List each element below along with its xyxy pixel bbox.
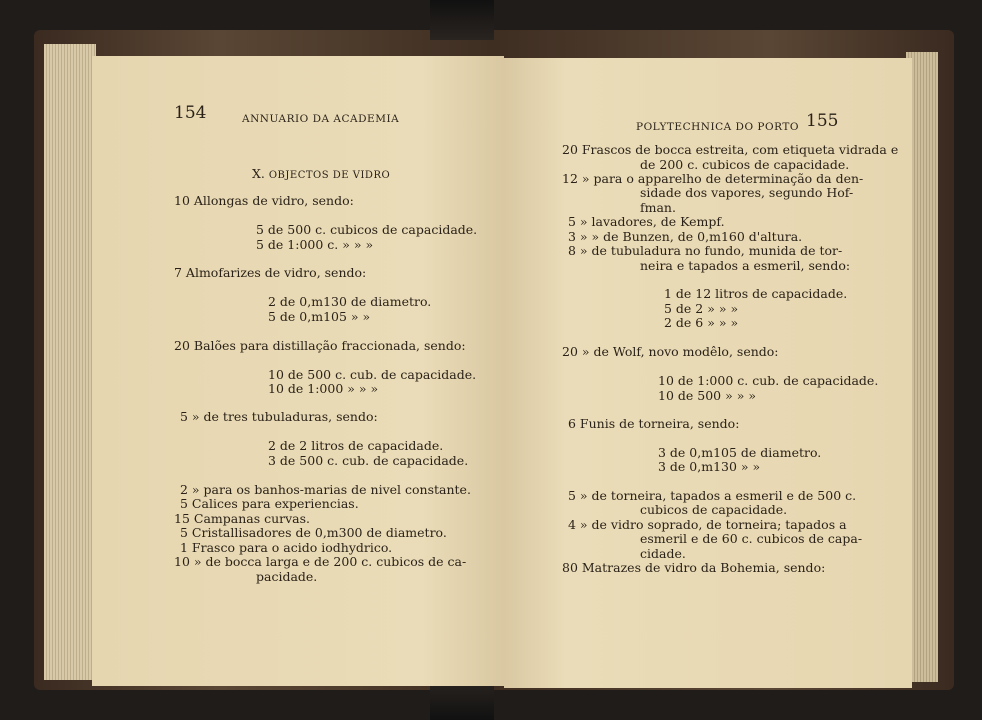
text-line: 20 Balões para distillação fraccionada, sendo: [174,338,466,353]
left-page [92,56,504,686]
text-line: pacidade. [256,569,318,584]
text-line: fman. [640,200,676,215]
text-line: 10 de 500 » » » [658,388,756,403]
page-number: 154 [174,103,207,123]
text-line: 5 de 2 » » » [664,301,739,316]
text-line: 3 de 0,m130 » » [658,459,761,474]
text-line: 5 de 1:000 c. » » » [256,237,374,252]
text-line: sidade dos vapores, segundo Hof- [640,185,854,200]
text-line: 5 de 500 c. cubicos de capacidade. [256,222,478,237]
text-line: 12 » para o apparelho de determinação da den- [562,171,864,186]
text-line: 1 de 12 litros de capacidade. [664,286,848,301]
text-line: 5 » lavadores, de Kempf. [568,214,725,229]
text-line: 10 Allongas de vidro, sendo: [174,193,354,208]
text-line: 3 de 0,m105 de diametro. [658,445,822,460]
text-line: 5 de 0,m105 » » [268,309,371,324]
running-head: POLYTECHNICA DO PORTO [636,121,799,133]
text-line: 10 de 1:000 » » » [268,381,379,396]
text-line: 10 de 1:000 c. cub. de capacidade. [658,373,879,388]
page-edges-left [44,44,96,680]
page-number: 155 [806,111,839,131]
text-line: de 200 c. cubicos de capacidade. [640,157,850,172]
text-line: 4 » de vidro soprado, de torneira; tapados a [568,517,847,532]
text-line: 3 » » de Bunzen, de 0,m160 d'altura. [568,229,803,244]
text-line: 7 Almofarizes de vidro, sendo: [174,265,367,280]
text-line: 2 de 2 litros de capacidade. [268,438,444,453]
text-line: esmeril e de 60 c. cubicos de capa- [640,531,863,546]
text-line: 8 » de tubuladura no fundo, munida de tor- [568,243,843,258]
text-line: 80 Matrazes de vidro da Bohemia, sendo: [562,560,826,575]
section-title [252,166,390,183]
text-line: cidade. [640,546,686,561]
text-line: 15 Campanas curvas. [174,511,311,526]
book-spine-bottom [430,680,494,720]
text-line: 6 Funis de torneira, sendo: [568,416,740,431]
text-line: 2 » para os banhos-marias de nivel constante. [180,482,471,497]
text-line: 3 de 500 c. cub. de capacidade. [268,453,469,468]
text-line: 20 » de Wolf, novo modêlo, sendo: [562,344,779,359]
text-line: 5 Cristallisadores de 0,m300 de diametro. [180,525,447,540]
text-line: 1 Frasco para o acido iodhydrico. [180,540,393,555]
text-line: 5 » de torneira, tapados a esmeril e de 500 c. [568,488,857,503]
text-line: 2 de 0,m130 de diametro. [268,294,432,309]
book-spine-top [430,0,494,40]
section-name: OBJECTOS DE VIDRO [268,170,391,181]
text-line: 20 Frascos de bocca estreita, com etiqueta vidrada e [562,142,899,157]
section-number: X. [252,166,265,181]
text-line: 5 Calices para experiencias. [180,496,359,511]
right-page [504,58,912,688]
text-line: 2 de 6 » » » [664,315,739,330]
text-line: 10 » de bocca larga e de 200 c. cubicos de ca- [174,554,467,569]
text-line: 10 de 500 c. cub. de capacidade. [268,367,477,382]
text-line: neira e tapados a esmeril, sendo: [640,258,851,273]
text-line: cubicos de capacidade. [640,502,788,517]
running-head: ANNUARIO DA ACADEMIA [242,113,400,125]
text-line: 5 » de tres tubuladuras, sendo: [180,409,378,424]
